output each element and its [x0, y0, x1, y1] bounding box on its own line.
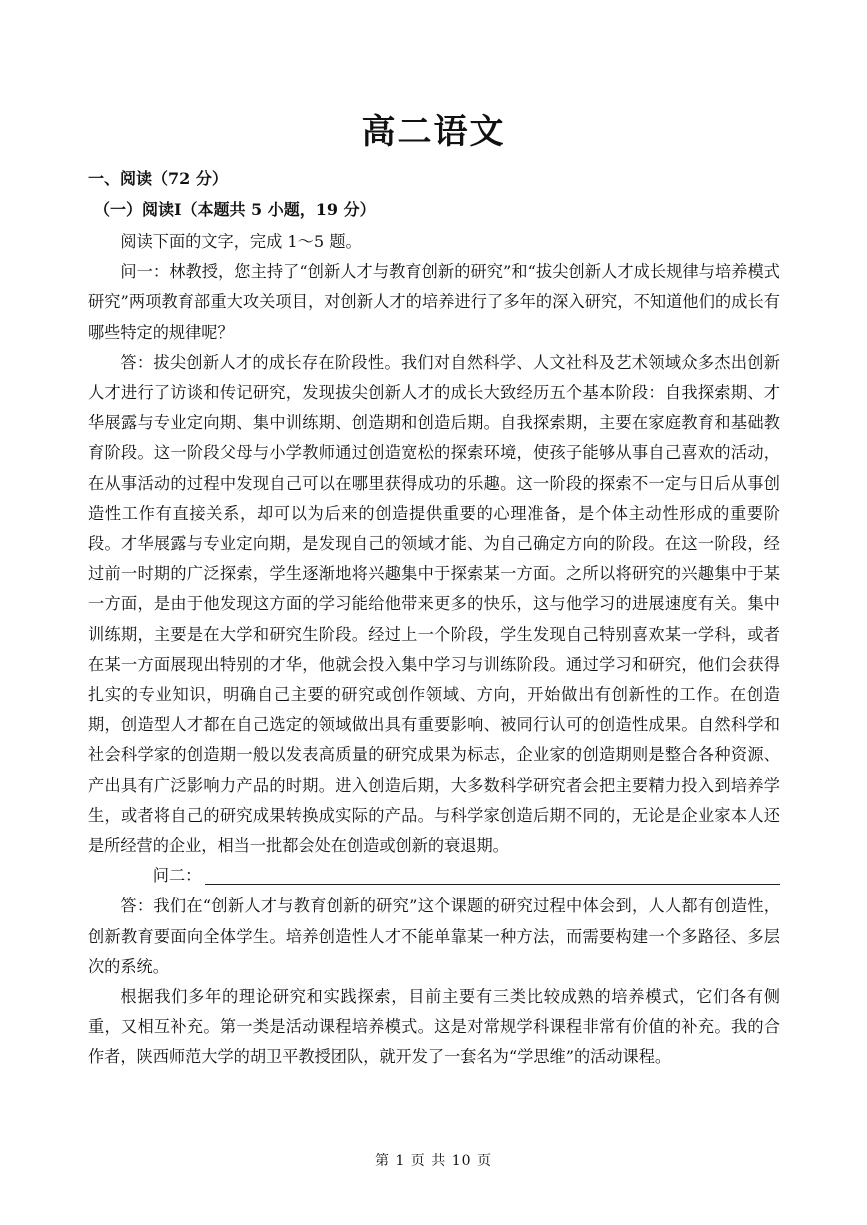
- question-1: 问一：林教授，您主持了“创新人才与教育创新的研究”和“拔尖创新人才成长规律与培养模式研究”两项教育部重大攻关项目，对创新人才的培养进行了多年的深入研究，不知道他们的成长有哪些特定的规律呢？: [88, 262, 780, 342]
- answer-2: 答：我们在“创新人才与教育创新的研究”这个课题的研究过程中体会到，人人都有创造性，创新教育要面向全体学生。培养创造性人才不能单靠某一种方法，而需要构建一个多路径、多层次的系统。: [88, 896, 780, 976]
- section-heading: 一、阅读（72 分）: [88, 169, 228, 188]
- instruction: 阅读下面的文字，完成 1～5 题。: [120, 232, 362, 251]
- answer-1: 答：拔尖创新人才的成长存在阶段性。我们对自然科学、人文社科及艺术领域众多杰出创新人才进行了访谈和传记研究，发现拔尖创新人才的成长大致经历五个基本阶段：自我探索期、才华展露与专业定向期、集中训练期、创造期和创造后期。自我探索期，主要在家庭教育和基础教育阶段。这一阶段父母与小学教师通过创造宽松的探索环境，使孩子能够从事自己喜欢的活动，在从事活动的过程中发现自己可以在哪里获得成功的乐趣。这一阶段的探索不一定与日后从事创造性工作有直接关系，却可以为后来的创造提供重要的心理准备，是个体主动性形成的重要阶段。才华展露与专业定向期，是发现自己的领域才能、为自己确定方向的阶段。在这一阶段，经过前一时期的广泛探索，学生逐渐地将兴趣集中于探索某一方面。之所以将研究的兴趣集中于某一方面，是由于他发现这方面的学习能给他带来更多的快乐，这与他学习的进展速度有关。集中训练期，主要是在大学和研究生阶段。经过上一个阶段，学生发现自己特别喜欢某一学科，或者在某一方面展现出特别的才华，他就会投入集中学习与训练阶段。通过学习和研究，他们会获得扎实的专业知识，明确自己主要的研究或创作领域、方向，开始做出有创新性的工作。在创造期，创造型人才都在自己选定的领域做出具有重要影响、被同行认可的创造性成果。自然科学和社会科学家的创造期一般以发表高质量的研究成果为标志，企业家的创造期则是整合各种资源、产出具有广泛影响力产品的时期。进入创造后期，大多数科学研究者会把主要精力投入到培养学生，或者将自己的研究成果转换成实际的产品。与科学家创造后期不同的，无论是企业家本人还是所经营的企业，相当一批都会处在创造或创新的衰退期。: [88, 352, 780, 856]
- paragraph-last: 根据我们多年的理论研究和实践探索，目前主要有三类比较成熟的培养模式，它们各有侧重，又相互补充。第一类是活动课程培养模式。这是对常规学科课程非常有价值的补充。我的合作者，陕西师范大学的胡卫平教授团队，就开发了一套名为“学思维”的活动课程。: [88, 987, 780, 1067]
- subsection-heading: （一）阅读I（本题共 5 小题，19 分）: [94, 200, 376, 219]
- question-2: [88, 861, 780, 891]
- reading-passage: [88, 227, 780, 1073]
- page-title: 高二语文: [361, 112, 506, 152]
- question-2-label: 问二：: [152, 866, 202, 886]
- question-2-blank: [205, 866, 780, 885]
- page-footer: 第 1 页 共 10 页: [375, 1153, 492, 1169]
